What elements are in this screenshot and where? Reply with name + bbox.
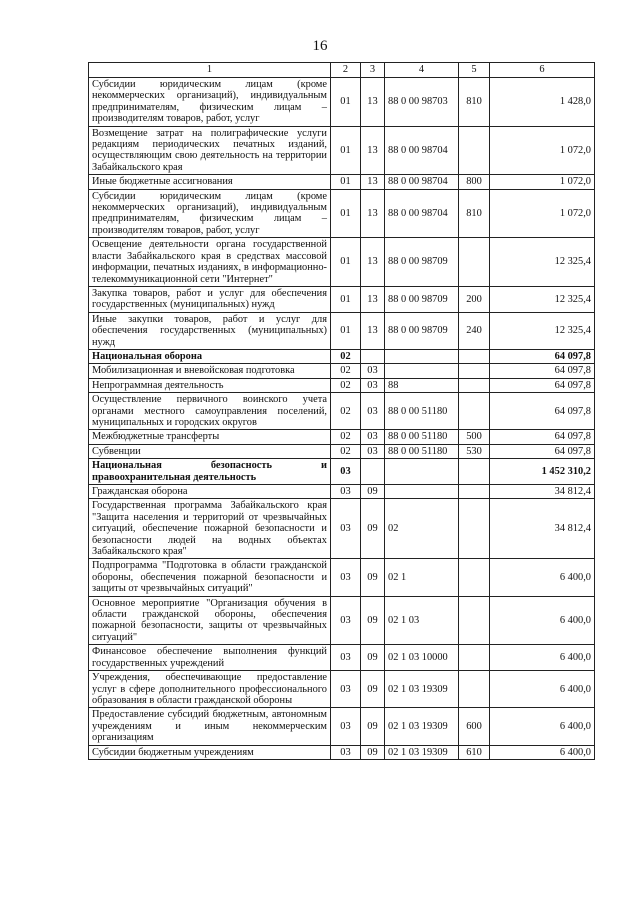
amount-value: 6 400,0 (490, 745, 595, 759)
subsection-code: 09 (361, 645, 385, 671)
row-description: Финансовое обеспечение выполнения функций государственных учреждений (89, 645, 331, 671)
amount-value: 6 400,0 (490, 559, 595, 596)
target-article-code: 88 0 00 98704 (385, 126, 459, 175)
target-article-code: 88 0 00 51180 (385, 430, 459, 444)
section-code: 01 (331, 175, 361, 189)
amount-value: 34 812,4 (490, 485, 595, 499)
expense-type-code: 530 (459, 444, 490, 458)
section-code: 02 (331, 349, 361, 363)
column-header: 2 (331, 63, 361, 78)
row-description: Субвенции (89, 444, 331, 458)
subsection-code: 13 (361, 312, 385, 349)
amount-value: 64 097,8 (490, 444, 595, 458)
amount-value: 12 325,4 (490, 312, 595, 349)
expense-type-code (459, 364, 490, 378)
target-article-code (385, 349, 459, 363)
target-article-code: 02 (385, 499, 459, 559)
target-article-code: 88 0 00 98703 (385, 78, 459, 127)
row-description: Непрограммная деятельность (89, 378, 331, 392)
target-article-code (385, 459, 459, 485)
section-code: 03 (331, 745, 361, 759)
amount-value: 64 097,8 (490, 364, 595, 378)
table-row (89, 645, 595, 671)
column-header: 1 (89, 63, 331, 78)
section-code: 01 (331, 78, 361, 127)
row-description: Иные закупки товаров, работ и услуг для обеспечения государственных (муниципальных) нужд (89, 312, 331, 349)
column-header: 5 (459, 63, 490, 78)
target-article-code: 02 1 03 19309 (385, 745, 459, 759)
target-article-code: 02 1 03 19309 (385, 671, 459, 708)
subsection-code: 09 (361, 596, 385, 645)
expense-type-code (459, 378, 490, 392)
amount-value: 6 400,0 (490, 596, 595, 645)
expense-type-code (459, 238, 490, 287)
expense-type-code (459, 499, 490, 559)
expense-type-code: 610 (459, 745, 490, 759)
table-row (89, 238, 595, 287)
expense-type-code: 800 (459, 175, 490, 189)
subsection-code: 13 (361, 189, 385, 238)
table-row (89, 671, 595, 708)
section-code: 03 (331, 708, 361, 745)
target-article-code (385, 364, 459, 378)
page-number: 16 (312, 38, 328, 54)
row-description: Субсидии бюджетным учреждениям (89, 745, 331, 759)
section-code: 03 (331, 499, 361, 559)
amount-value: 64 097,8 (490, 378, 595, 392)
subsection-code: 13 (361, 78, 385, 127)
table-row (89, 559, 595, 596)
row-description: Предоставление субсидий бюджетным, автономным учреждениям и иным некоммерческим организациям (89, 708, 331, 745)
table-row (89, 459, 595, 485)
subsection-code: 03 (361, 444, 385, 458)
target-article-code: 88 0 00 51180 (385, 444, 459, 458)
subsection-code: 03 (361, 393, 385, 430)
column-header: 6 (490, 63, 595, 78)
target-article-code: 88 0 00 98709 (385, 286, 459, 312)
expense-type-code (459, 459, 490, 485)
target-article-code: 02 1 03 10000 (385, 645, 459, 671)
amount-value: 6 400,0 (490, 671, 595, 708)
row-description: Субсидии юридическим лицам (кроме некоммерческих организаций), индивидуальным предпринимателям, физическим лицам – производителям товаров, работ, услуг (89, 189, 331, 238)
row-description: Национальная безопасность и правоохранительная деятельность (89, 459, 331, 485)
row-description: Учреждения, обеспечивающие предоставление услуг в сфере дополнительного профессионального образования в области гражданской обороны (89, 671, 331, 708)
section-code: 03 (331, 485, 361, 499)
subsection-code (361, 349, 385, 363)
table-header-row (89, 63, 595, 78)
subsection-code: 13 (361, 175, 385, 189)
expense-type-code (459, 485, 490, 499)
table-row (89, 745, 595, 759)
target-article-code: 88 0 00 98704 (385, 175, 459, 189)
table-row (89, 430, 595, 444)
target-article-code: 88 0 00 98704 (385, 189, 459, 238)
section-code: 01 (331, 126, 361, 175)
target-article-code: 88 (385, 378, 459, 392)
amount-value: 1 452 310,2 (490, 459, 595, 485)
expense-type-code (459, 671, 490, 708)
amount-value: 1 072,0 (490, 126, 595, 175)
table-row (89, 485, 595, 499)
section-code: 02 (331, 430, 361, 444)
subsection-code: 03 (361, 364, 385, 378)
table-row (89, 126, 595, 175)
section-code: 03 (331, 459, 361, 485)
table-row (89, 378, 595, 392)
table-row (89, 444, 595, 458)
subsection-code: 09 (361, 671, 385, 708)
amount-value: 64 097,8 (490, 393, 595, 430)
amount-value: 64 097,8 (490, 430, 595, 444)
amount-value: 34 812,4 (490, 499, 595, 559)
target-article-code: 02 1 03 (385, 596, 459, 645)
amount-value: 12 325,4 (490, 286, 595, 312)
amount-value: 6 400,0 (490, 708, 595, 745)
subsection-code: 13 (361, 238, 385, 287)
expense-type-code (459, 393, 490, 430)
table-row (89, 175, 595, 189)
amount-value: 6 400,0 (490, 645, 595, 671)
subsection-code (361, 459, 385, 485)
subsection-code: 09 (361, 485, 385, 499)
section-code: 02 (331, 393, 361, 430)
subsection-code: 09 (361, 708, 385, 745)
section-code: 03 (331, 596, 361, 645)
budget-table (88, 62, 595, 760)
table-row (89, 286, 595, 312)
target-article-code (385, 485, 459, 499)
amount-value: 12 325,4 (490, 238, 595, 287)
subsection-code: 09 (361, 559, 385, 596)
row-description: Иные бюджетные ассигнования (89, 175, 331, 189)
subsection-code: 09 (361, 745, 385, 759)
subsection-code: 09 (361, 499, 385, 559)
table-row (89, 596, 595, 645)
expense-type-code: 600 (459, 708, 490, 745)
table-row (89, 312, 595, 349)
expense-type-code (459, 349, 490, 363)
amount-value: 64 097,8 (490, 349, 595, 363)
row-description: Субсидии юридическим лицам (кроме некоммерческих организаций), индивидуальным предпринимателям, физическим лицам – производителям товаров, работ, услуг (89, 78, 331, 127)
table-row (89, 708, 595, 745)
target-article-code: 02 1 03 19309 (385, 708, 459, 745)
expense-type-code: 500 (459, 430, 490, 444)
expense-type-code: 200 (459, 286, 490, 312)
subsection-code: 13 (361, 286, 385, 312)
row-description: Освещение деятельности органа государственной власти Забайкальского края в средствах массовой информации, печатных изданиях, в информационно-телекоммуникационной сети "Интернет" (89, 238, 331, 287)
section-code: 03 (331, 559, 361, 596)
section-code: 02 (331, 364, 361, 378)
section-code: 02 (331, 378, 361, 392)
table-row (89, 189, 595, 238)
column-header: 3 (361, 63, 385, 78)
subsection-code: 13 (361, 126, 385, 175)
section-code: 02 (331, 444, 361, 458)
target-article-code: 02 1 (385, 559, 459, 596)
table-row (89, 349, 595, 363)
column-header: 4 (385, 63, 459, 78)
table-row (89, 364, 595, 378)
row-description: Возмещение затрат на полиграфические услуги редакциям периодических печатных изданий, осуществляющим свою деятельность на территории Забайкальского края (89, 126, 331, 175)
table-row (89, 393, 595, 430)
row-description: Межбюджетные трансферты (89, 430, 331, 444)
amount-value: 1 072,0 (490, 175, 595, 189)
amount-value: 1 428,0 (490, 78, 595, 127)
row-description: Мобилизационная и вневойсковая подготовка (89, 364, 331, 378)
expense-type-code (459, 645, 490, 671)
section-code: 01 (331, 189, 361, 238)
section-code: 01 (331, 286, 361, 312)
row-description: Подпрограмма "Подготовка в области гражданской обороны, обеспечения пожарной безопасности и защиты от чрезвычайных ситуаций" (89, 559, 331, 596)
target-article-code: 88 0 00 51180 (385, 393, 459, 430)
expense-type-code: 810 (459, 189, 490, 238)
subsection-code: 03 (361, 430, 385, 444)
row-description: Государственная программа Забайкальского края "Защита населения и территорий от чрезвычайных ситуаций, обеспечение пожарной безопасности и безопасности людей на водных объектах Забайкальского края" (89, 499, 331, 559)
expense-type-code: 240 (459, 312, 490, 349)
row-description: Национальная оборона (89, 349, 331, 363)
expense-type-code (459, 596, 490, 645)
target-article-code: 88 0 00 98709 (385, 312, 459, 349)
expense-type-code (459, 559, 490, 596)
subsection-code: 03 (361, 378, 385, 392)
section-code: 01 (331, 238, 361, 287)
row-description: Основное мероприятие "Организация обучения в области гражданской обороны, обеспечения пожарной безопасности, защиты от чрезвычайных ситуаций" (89, 596, 331, 645)
table-row (89, 499, 595, 559)
row-description: Гражданская оборона (89, 485, 331, 499)
row-description: Осуществление первичного воинского учета органами местного самоуправления поселений, муниципальных и городских округов (89, 393, 331, 430)
expense-type-code (459, 126, 490, 175)
table-row (89, 78, 595, 127)
section-code: 03 (331, 645, 361, 671)
row-description: Закупка товаров, работ и услуг для обеспечения государственных (муниципальных) нужд (89, 286, 331, 312)
amount-value: 1 072,0 (490, 189, 595, 238)
section-code: 03 (331, 671, 361, 708)
expense-type-code: 810 (459, 78, 490, 127)
target-article-code: 88 0 00 98709 (385, 238, 459, 287)
section-code: 01 (331, 312, 361, 349)
